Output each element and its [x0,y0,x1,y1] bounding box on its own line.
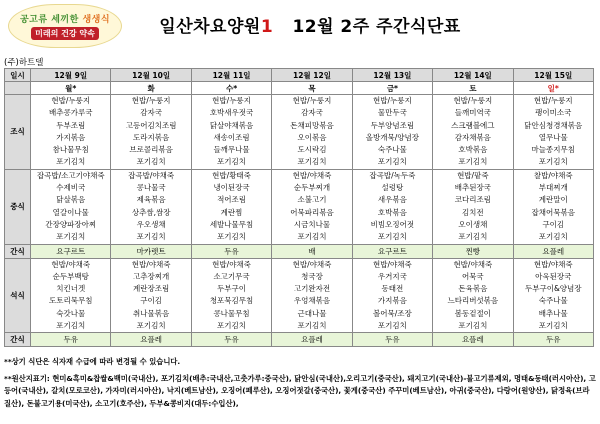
menu-item: 소고기무국 [213,271,250,281]
snack-cell: 요구르트 [352,244,432,258]
weekday-header: 목 [272,82,352,95]
menu-item: 두부구이 [217,284,247,294]
menu-item: 돈육볶음 [458,284,488,294]
snack-cell: 요플레 [433,333,513,347]
menu-item: 현밥/야채죽 [453,259,493,269]
logo-tagline: 미래의 건강 약속 [31,27,99,40]
menu-item: 우거지국 [377,271,407,281]
menu-item: 현밥/누룽지 [373,96,412,105]
menu-item: 수제비국 [56,183,86,193]
menu-item: 고기완자전 [293,284,331,294]
menu-item: 포기김치 [56,157,86,167]
menu-item: 닭살볶음 [56,195,86,205]
dinner-cell [352,258,432,333]
snack-cell: 배 [272,244,352,258]
menu-item: 포기김치 [538,157,568,167]
menu-item: 호박새우젓국 [209,108,254,118]
weekday-header: 금* [352,82,432,95]
menu-item: 열갈이나물 [52,207,89,217]
snack-cell: 요구르트 [31,244,111,258]
breakfast-cell [111,95,191,170]
menu-item: 현밥/야채죽 [212,259,251,269]
date-header: 12월 10일 [111,69,191,82]
date-header: 12월 14일 [433,69,513,82]
weekday-header: 일* [513,82,593,95]
menu-item: 현밥/야채죽 [292,170,332,180]
menu-item: 콩나물무침 [213,308,250,318]
menu-item: 두부조림 [56,120,86,130]
dinner-row [5,258,594,333]
date-header: 12월 12일 [272,69,352,82]
menu-item: 포기김치 [56,321,86,331]
menu-item: 세발나물무침 [209,219,254,229]
menu-item: 청국장 [301,271,323,281]
menu-item: 포기김치 [56,232,86,242]
change-notice: **상기 식단은 식자재 수급에 따라 변경될 수 있습니다. [4,357,181,366]
dinner-cell [433,258,513,333]
menu-item: 냉이된장국 [213,183,250,193]
meal-label-lunch: 중식 [5,169,31,244]
menu-item: 현밥/누룽지 [51,96,91,105]
menu-item: 현밥/누룽지 [212,96,251,105]
lunch-cell [31,169,111,244]
menu-item: 가지볶음 [56,132,86,142]
menu-item: 포기김치 [458,321,488,331]
meal-label-snack: 간식 [5,333,31,347]
menu-item: 적어조림 [217,195,247,205]
menu-item: 숙주나물 [538,296,568,306]
empty-cell [5,82,31,95]
menu-item: 도라지볶음 [133,132,170,142]
menu-item: 닭안심청경채볶음 [524,120,583,130]
date-row [5,69,594,82]
menu-item: 현밥/누룽지 [292,96,332,105]
menu-item: 잡곡밥/녹두죽 [369,170,416,180]
snack-cell: 두유 [352,333,432,347]
menu-item: 새우볶음 [377,195,407,205]
dinner-cell [111,258,191,333]
snack-cell: 찐빵 [433,244,513,258]
date-header: 12월 11일 [191,69,271,82]
menu-item: 숙갓나물 [56,308,86,318]
weekday-header: 수* [191,82,271,95]
menu-item: 계란찜 [220,207,243,217]
snack-cell: 두유 [191,244,271,258]
weekday-header: 월* [31,82,111,95]
menu-item: 비빔오징어젓 [370,219,415,229]
menu-item: 부대찌개 [538,183,568,193]
menu-item: 느타리버섯볶음 [447,296,499,306]
menu-item: 현밥/누룽지 [131,96,171,105]
breakfast-cell [352,95,432,170]
menu-item: 간장양파장아찌 [45,219,97,229]
menu-item: 김치전 [461,207,484,217]
lunch-cell [191,169,271,244]
dinner-cell [272,258,352,333]
menu-item: 포기김치 [377,321,407,331]
weekday-header: 화 [111,82,191,95]
meal-label-breakfast: 조식 [5,95,31,170]
menu-item: 포기김치 [458,232,488,242]
menu-item: 현밥/팥죽 [457,170,489,180]
breakfast-cell [433,95,513,170]
menu-item: 포기김치 [538,321,568,331]
menu-item: 청포묵김무침 [209,296,254,306]
lunch-cell [272,169,352,244]
lunch-cell [433,169,513,244]
menu-item: 동태전 [381,284,404,294]
menu-item: 배추콩가루국 [48,108,93,118]
menu-item: 감자채볶음 [454,132,491,142]
menu-item: 제육볶음 [136,195,166,205]
menu-item: 포기김치 [377,232,407,242]
snack-cell: 요플레 [513,244,593,258]
menu-item: 포기김치 [377,157,407,167]
lunch-cell [352,169,432,244]
menu-item: 현밥/누룽지 [533,96,573,105]
lunch-row [5,169,594,244]
page-title: 일산차요양원1 12월 2주 주간식단표 [159,17,461,37]
menu-item: 오이볶음 [297,132,327,142]
snack-cell: 요플레 [111,333,191,347]
menu-item: 도토리묵무침 [48,296,93,306]
menu-item: 닭살야채볶음 [209,120,254,130]
menu-item: 포기김치 [136,157,166,167]
snack-cell: 두유 [191,333,271,347]
snack-row [5,244,594,258]
menu-item: 잡채어묵볶음 [531,207,575,217]
menu-item: 잡곡밥/소고기야채죽 [36,170,105,180]
menu-item: 숙주나물 [377,145,407,155]
menu-item: 호박볶음 [458,145,488,155]
menu-item: 우오생채 [136,219,166,229]
menu-item: 감자국 [140,108,162,118]
menu-item: 어묵국 [461,271,484,281]
snack-cell: 두유 [31,333,111,347]
menu-item: 포기김치 [136,321,166,331]
menu-item: 돈채피망볶음 [290,120,334,130]
menu-item: 배추나물 [538,308,568,318]
menu-item: 가지볶음 [377,296,407,306]
menu-item: 순두부찌개 [293,183,331,193]
origin-notice: **원산지표기: 현미&흑미&찹쌀&백미(국내산), 포기김치(배추:국내산,고춧가루:중국산), 닭안심(국내산),오리고기(중국산), 돼지고기(국내산)-불고기류제외, 명태&동태(러시아산), 고등어(국내산), 갈치(모로코산), 가자미(러시아산), 낙지(베트남산), 오징어(페루산), 오징어젓갈(중국산), 꽃게(중국산) 주꾸미(베트남산), 아귀(중국산), 다랑어(원양산), 닭정육(브라질산), 돈불고기용(미국산), 소고기(호주산), 두부&콩비지(대두:수입산), [4,373,596,408]
day-label: 일시 [5,69,31,82]
menu-item: 들깨무나물 [213,145,250,155]
menu-item: 현밥/야채죽 [533,259,573,269]
menu-item: 포기김치 [297,321,327,331]
menu-item: 두부구이&양념장 [524,284,582,294]
menu-item: 포기김치 [538,232,568,242]
breakfast-row [5,95,594,170]
menu-item: 콩나물국 [136,183,166,193]
menu-item: 코다리조림 [454,195,491,205]
date-header: 12월 13일 [352,69,432,82]
date-header: 12월 9일 [31,69,111,82]
breakfast-cell [31,95,111,170]
menu-item: 치킨너겟 [56,284,86,294]
menu-item: 배추된장국 [454,183,491,193]
dinner-cell [513,258,593,333]
menu-item: 순두부백탕 [52,271,89,281]
snack-cell: 마카렛트 [111,244,191,258]
meal-label-dinner: 석식 [5,258,31,333]
provider-label: (주)하트델 [4,58,44,68]
menu-item: 봄동겉절이 [454,308,491,318]
snack-cell: 두유 [513,333,593,347]
menu-item: 소불고기 [297,195,327,205]
menu-item: 물만두국 [377,108,407,118]
menu-item: 현밥/야채죽 [131,259,171,269]
brand-logo [8,4,122,48]
menu-item: 감자국 [301,108,323,118]
menu-item: 잡곡밥/야채죽 [128,170,175,180]
meal-label-snack: 간식 [5,244,31,258]
menu-item: 고등어김치조림 [125,120,177,130]
menu-item: 새송이조림 [213,132,250,142]
dinner-cell [31,258,111,333]
menu-item: 브로콜리볶음 [129,145,173,155]
date-header: 12월 15일 [513,69,593,82]
menu-item: 올방개묵/양념장 [365,132,420,142]
menu-item: 설렁탕 [381,183,404,193]
weekly-menu-table [4,68,594,347]
menu-item: 계란장조림 [133,284,170,294]
menu-item: 포기김치 [217,232,247,242]
menu-item: 우엉채볶음 [293,296,331,306]
menu-item: 포기김치 [217,157,247,167]
weekday-row [5,82,594,95]
menu-item: 취나물볶음 [133,308,170,318]
menu-item: 근대나물 [297,308,327,318]
menu-item: 찰밥/야채죽 [533,170,573,180]
menu-item: 포기김치 [297,157,327,167]
menu-item: 볼어묵/조장 [373,308,412,318]
breakfast-cell [513,95,593,170]
menu-item: 어묵파리볶음 [290,207,334,217]
menu-item: 현밥/누룽지 [453,96,493,105]
menu-item: 계란말이 [538,195,568,205]
menu-item: 구이김 [542,219,565,229]
menu-item: 포기김치 [136,232,166,242]
menu-item: 아욱된장국 [535,271,572,281]
menu-item: 열무나물 [538,132,568,142]
snack-row [5,333,594,347]
footnotes [4,356,596,410]
menu-item: 현밥/야채죽 [373,259,412,269]
menu-item: 호박볶음 [377,207,407,217]
menu-item: 상추쌈,쌈장 [131,207,171,217]
weekday-header: 토 [433,82,513,95]
logo-slogan: 공고류 세끼한 생생식 [19,15,111,25]
menu-item: 오이생채 [458,219,488,229]
breakfast-cell [191,95,271,170]
menu-item: 마늘종지무침 [531,145,575,155]
snack-cell: 요플레 [272,333,352,347]
menu-item: 포기김치 [217,321,247,331]
menu-item: 고추장찌개 [133,271,170,281]
menu-item: 팽이미소국 [535,108,572,118]
menu-item: 두부양념조림 [370,120,415,130]
menu-item: 구이김 [140,296,162,306]
menu-item: 시금치나물 [293,219,331,229]
menu-item: 도시락김 [297,145,327,155]
menu-item: 현밥/황태죽 [212,170,251,180]
menu-item: 참나물무침 [52,145,89,155]
lunch-cell [513,169,593,244]
menu-item: 스크램블에그 [451,120,495,130]
menu-item: 포기김치 [297,232,327,242]
dinner-cell [191,258,271,333]
breakfast-cell [272,95,352,170]
menu-item: 들깨미역국 [454,108,491,118]
menu-item: 현밥/야채죽 [51,259,91,269]
menu-item: 현밥/야채죽 [292,259,332,269]
lunch-cell [111,169,191,244]
menu-item: 포기김치 [458,157,488,167]
